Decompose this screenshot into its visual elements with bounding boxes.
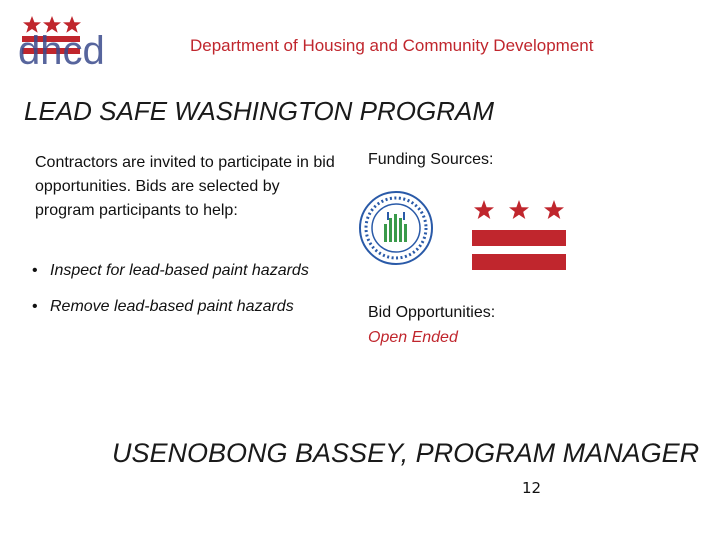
bullet-glyph: • (32, 262, 38, 279)
hud-seal-icon (358, 190, 434, 266)
bid-opportunities-label: Bid Opportunities: (368, 304, 496, 321)
funding-sources-label: Funding Sources: (368, 151, 494, 168)
list-item-text: Remove lead-based paint hazards (50, 298, 294, 315)
intro-text: Contractors are invited to participate in bid opportunities. Bids are selected by program participants to help: (35, 154, 335, 219)
bullet-glyph: • (32, 298, 38, 315)
program-manager: USENOBONG BASSEY, PROGRAM MANAGER (112, 438, 700, 468)
bullet-list (30, 259, 330, 331)
list-item (30, 259, 330, 283)
dc-flag-icon (470, 198, 568, 274)
logo-text: dhcd (18, 29, 105, 70)
list-item (30, 295, 330, 319)
list-item-text: Inspect for lead-based paint hazards (50, 262, 309, 279)
department-name: Department of Housing and Community Development (190, 36, 594, 55)
page-title: LEAD SAFE WASHINGTON PROGRAM (24, 96, 495, 126)
page-number: 12 (522, 479, 542, 497)
dhcd-logo-icon (18, 14, 128, 70)
bid-opportunities-value: Open Ended (368, 329, 458, 346)
